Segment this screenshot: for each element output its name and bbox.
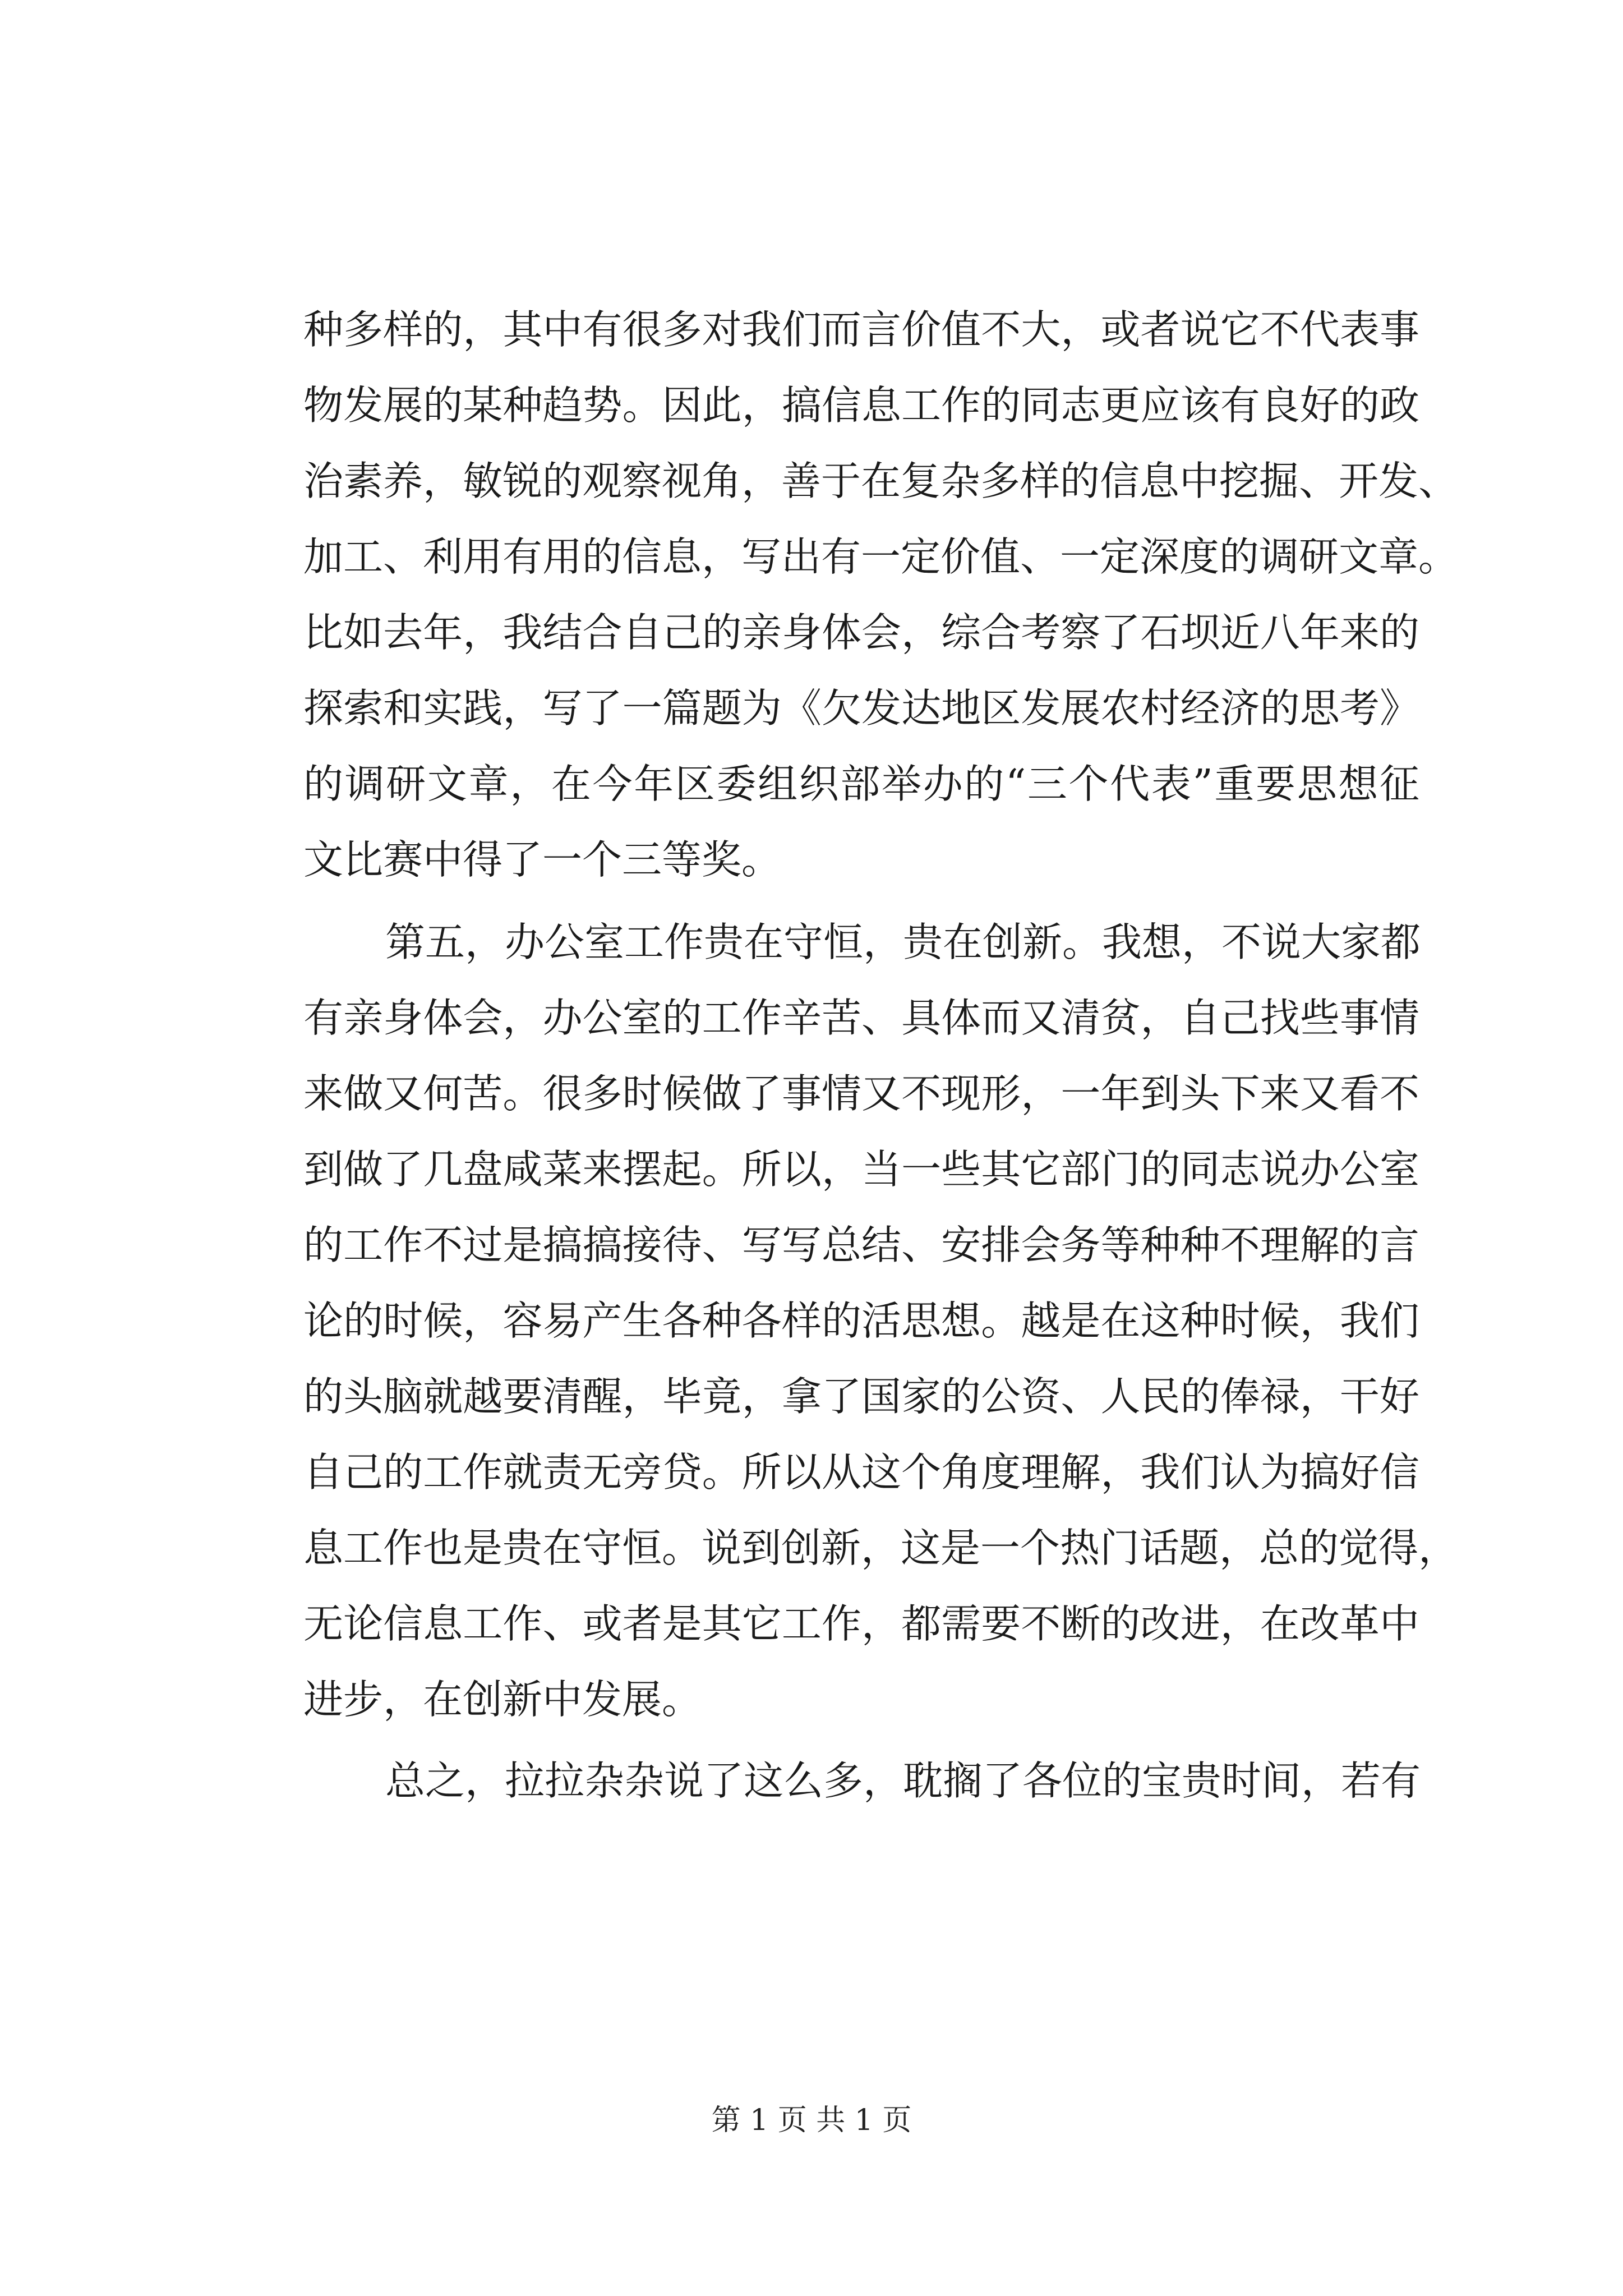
page-footer: 第 1 页 共 1 页 — [711, 2104, 912, 2137]
body-text-line: 到做了几盘咸菜来摆起。所以，当一些其它部门的同志说办公室 — [303, 1146, 1419, 1193]
body-text-line: 论的时候，容易产生各种各样的活思想。越是在这种时候，我们 — [303, 1297, 1419, 1344]
body-text-line: 治素养，敏锐的观察视角，善于在复杂多样的信息中挖掘、开发、 — [303, 458, 1459, 504]
body-text-line: 有亲身体会，办公室的工作辛苦、具体而又清贫，自己找些事情 — [303, 995, 1419, 1041]
body-text-line: 加工、利用有用的信息，写出有一定价值、一定深度的调研文章。 — [303, 533, 1459, 580]
body-text-line: 进步，在创新中发展。 — [303, 1676, 702, 1723]
body-text-line: 探索和实践，写了一篇题为《欠发达地区发展农村经济的思考》 — [303, 685, 1419, 731]
paragraph-start-line: 第五，办公室工作贵在守恒，贵在创新。我想，不说大家都 — [385, 919, 1421, 965]
body-text-line: 的调研文章，在今年区委组织部举办的“三个代表”重要思想征 — [303, 761, 1419, 807]
body-text-line: 无论信息工作、或者是其它工作，都需要不断的改进，在改革中 — [303, 1600, 1419, 1647]
body-text-line: 自己的工作就责无旁贷。所以从这个角度理解，我们认为搞好信 — [303, 1449, 1419, 1496]
body-text-line: 的头脑就越要清醒，毕竟，拿了国家的公资、人民的俸禄，干好 — [303, 1373, 1419, 1420]
paragraph-start-line: 总之，拉拉杂杂说了这么多，耽搁了各位的宝贵时间，若有 — [385, 1757, 1421, 1804]
body-text-line: 物发展的某种趋势。因此，搞信息工作的同志更应该有良好的政 — [303, 382, 1419, 429]
body-text-line: 的工作不过是搞搞接待、写写总结、安排会务等种种不理解的言 — [303, 1222, 1419, 1268]
body-text-line: 来做又何苦。很多时候做了事情又不现形，一年到头下来又看不 — [303, 1070, 1419, 1117]
body-text-line: 种多样的，其中有很多对我们而言价值不大，或者说它不代表事 — [303, 306, 1419, 353]
body-text-line: 比如去年，我结合自己的亲身体会，综合考察了石坝近八年来的 — [303, 609, 1419, 656]
body-text-line: 文比赛中得了一个三等奖。 — [303, 836, 782, 883]
body-text-line: 息工作也是贵在守恒。说到创新，这是一个热门话题，总的觉得， — [303, 1525, 1459, 1571]
